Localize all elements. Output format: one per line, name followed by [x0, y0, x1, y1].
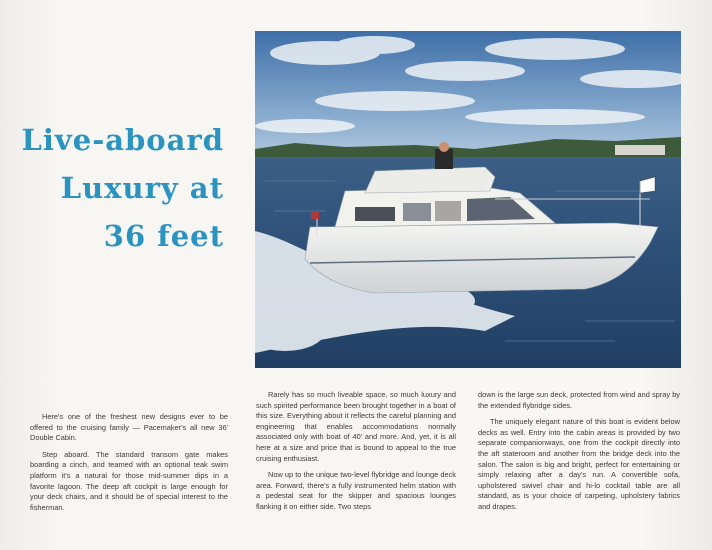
- cabin-window-3: [435, 201, 461, 221]
- headline-line-1: Live-aboard: [21, 123, 224, 157]
- text-column-1: [30, 412, 228, 519]
- stern-flag: [311, 211, 319, 219]
- col3-paragraph-2: The uniquely elegant nature of this boat is evident below decks as well. Entry into the cabin areas is provided by two separate companionways, one from the cockpit directly into the aft stateroom and another from the bridge deck into the salon. The salon is big and bright, perfect for entertaining or simply relaxing after a day's run. A convertible sofa, upholstered swivel chair and hi-lo cocktail table are all standard, as is your choice of carpeting, upholstery fabrics and drapes.: [478, 417, 680, 511]
- text-column-2: [256, 390, 456, 519]
- skipper-head: [439, 142, 449, 152]
- cabin-window-2: [403, 203, 431, 221]
- col2-paragraph-1: Rarely has so much liveable space, so much luxury and such spirited performance been brought together in a boat of this size. Everything about it reflects the careful planning and engineering that enables accommodations normally associated only with boat of 40' and more. And, yet, it is all here at a size and price that is bound to appeal to the true cruising enthusiast.: [256, 390, 456, 463]
- text-column-3: [478, 390, 680, 519]
- headline-line-2: Luxury at: [60, 171, 224, 205]
- cabin-window-1: [355, 207, 395, 221]
- col1-paragraph-2: Step aboard. The standard transom gate makes boarding a cinch, and teamed with an optional teak swim platform it's a natural for those mid-summer dips in a favorite lagoon. The deep aft cockpit is large enough for your deck chairs, and it should be of special interest to the fisherman.: [30, 449, 228, 512]
- headline: [14, 116, 224, 260]
- col3-paragraph-1: down is the large sun deck, protected from wind and spray by the extended flybridge sides.: [478, 390, 680, 410]
- boat-photo-illustration: [255, 31, 681, 368]
- col2-paragraph-2: Now up to the unique two-level flybridge and lounge deck area. Forward, there's a fully instrumented helm station with a pedestal seat for the skipper and spacious lounges flanking it on either side. Two steps: [256, 470, 456, 511]
- headline-line-3: 36 feet: [103, 219, 224, 253]
- shore-building: [615, 145, 665, 155]
- boat-photo: [255, 31, 681, 368]
- col1-paragraph-1: Here's one of the freshest new designs ever to be offered to the cruising family — Pacemaker's all new 36' Double Cabin.: [30, 412, 228, 443]
- flybridge: [365, 167, 495, 193]
